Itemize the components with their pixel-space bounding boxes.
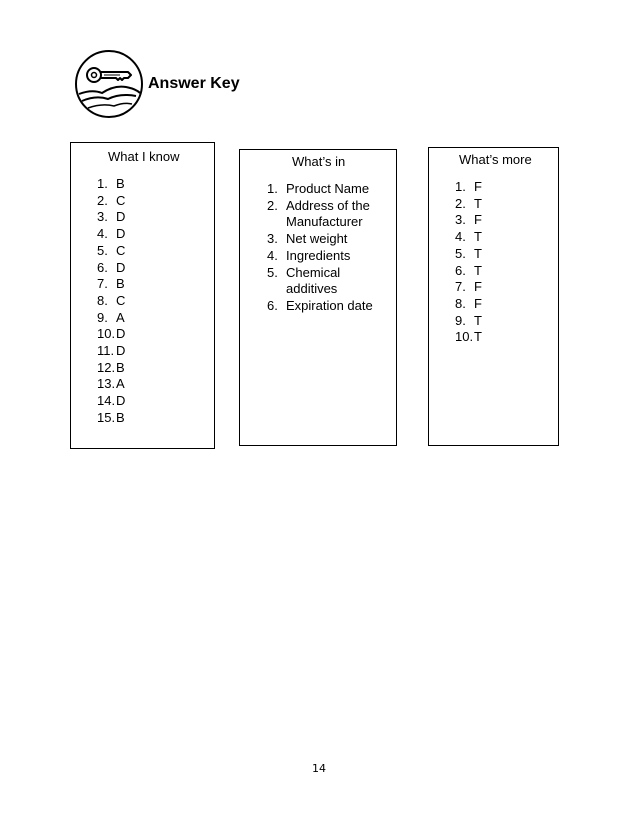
list-item [97,209,125,226]
item-number: 7. [455,279,466,295]
item-answer: Net weight [286,231,348,247]
item-number: 3. [97,209,108,225]
box-heading: What I know [108,149,180,164]
list-item [455,246,482,263]
item-answer: F [474,212,482,228]
page-title: Answer Key [148,75,240,92]
item-answer: T [474,195,482,211]
item-answer: T [474,229,482,245]
box-heading: What’s more [459,152,532,167]
item-number: 9. [97,309,108,325]
item-number: 1. [455,179,466,194]
item-number: 6. [97,259,108,275]
item-number: 4. [267,247,278,263]
list-item [97,326,125,343]
list-item [97,243,125,260]
item-number: 5. [97,242,108,258]
item-answer: Expiration date [286,297,373,313]
item-answer: T [474,262,482,278]
item-number: 2. [97,192,108,208]
list-item [97,260,125,277]
list-item [97,226,125,243]
item-number: 15. [97,409,116,425]
item-number: 8. [455,295,466,311]
whats-more-box [428,147,559,446]
item-number: 9. [455,312,466,328]
item-answer: C [116,242,126,258]
list-item [267,265,373,282]
list-item [267,231,373,248]
item-number: 2. [267,197,278,213]
what-i-know-box [70,142,215,449]
item-answer: Manufacturer [286,214,363,230]
item-answer: D [116,343,126,359]
item-number: 5. [267,264,278,280]
list-item [97,343,125,360]
list-item [267,298,373,315]
item-answer: Ingredients [286,247,351,263]
item-number: 7. [97,276,108,292]
list-item [97,276,125,293]
list-item [97,410,125,427]
item-answer: B [116,276,125,292]
list-item [267,248,373,265]
list-item [97,360,125,377]
item-number: 3. [455,212,466,228]
item-answer: B [116,176,125,191]
list-item [267,181,373,198]
item-number [267,281,286,298]
box-heading: What’s in [292,154,346,169]
list-item [267,198,373,215]
list-item [455,313,482,330]
item-answer: D [116,226,126,242]
list-item [455,212,482,229]
item-answer: A [116,309,125,325]
list-item [97,310,125,327]
item-answer: A [116,376,125,392]
list-item [455,179,482,196]
item-answer: T [474,245,482,261]
list-item [455,279,482,296]
list-item [455,229,482,246]
item-answer: Address of the [286,197,370,213]
item-number: 2. [455,195,466,211]
item-number: 10. [455,329,474,345]
item-number: 6. [267,297,278,313]
list-item [97,176,125,193]
item-answer: D [116,259,126,275]
item-answer: B [116,359,125,375]
list-item [455,263,482,280]
item-answer: C [116,192,126,208]
item-number: 1. [97,176,108,191]
item-answer: D [116,326,126,342]
item-number: 11. [97,343,115,359]
item-answer: B [116,409,125,425]
item-number: 5. [455,245,466,261]
page-number: 14 [312,762,326,775]
item-number: 3. [267,231,278,247]
item-number [267,214,286,231]
answer-list [455,179,482,346]
item-answer: Product Name [286,181,370,196]
item-answer: D [116,393,126,409]
answer-list [97,176,125,427]
list-item [97,293,125,310]
answer-list [267,181,373,315]
item-number: 12. [97,359,116,375]
item-answer: D [116,209,126,225]
list-item [455,196,482,213]
list-item [267,214,373,231]
list-item [455,296,482,313]
item-answer: additives [286,281,338,297]
item-number: 1. [267,181,278,196]
item-answer: Chemical [286,264,341,280]
item-answer: F [474,295,482,311]
list-item [97,376,125,393]
item-number: 14. [97,393,116,409]
list-item [455,329,482,346]
item-number: 10. [97,326,116,342]
item-number: 4. [97,226,108,242]
item-answer: T [474,329,482,345]
item-number: 4. [455,229,466,245]
key-in-hand-icon [74,49,144,119]
item-number: 13. [97,376,116,392]
item-answer: F [474,179,482,194]
item-answer: T [474,312,482,328]
item-number: 8. [97,292,108,308]
whats-in-box [239,149,397,446]
item-answer: C [116,292,126,308]
list-item [97,393,125,410]
item-answer: F [474,279,482,295]
item-number: 6. [455,262,466,278]
list-item [97,193,125,210]
list-item [267,281,373,298]
